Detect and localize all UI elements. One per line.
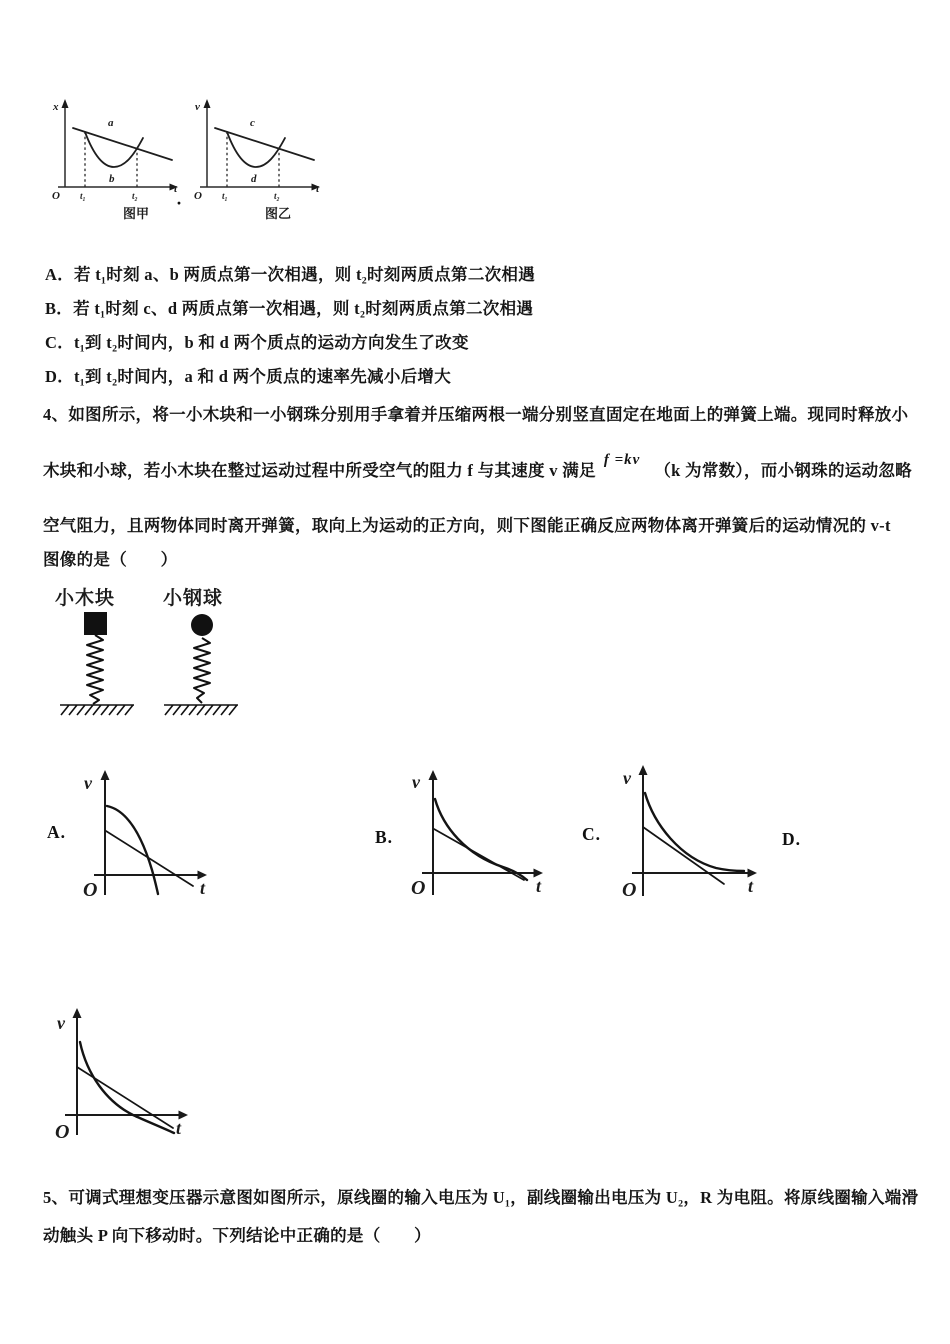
spring-diagram [52, 583, 252, 725]
option-b: B．若 t₁时刻 c、d 两质点第一次相遇，则 t₂时刻两质点第二次相遇 [45, 299, 534, 318]
y-axis-arrow-icon [73, 1008, 82, 1018]
q4-line2 [43, 452, 912, 481]
graph-b-label: B. [375, 827, 394, 847]
ground-right [164, 705, 238, 715]
graph-a-label: A. [47, 822, 67, 842]
q4-line2-pre: 木块和小球，若小木块在整过运动过程中所受空气的阻力 f 与其速度 v 满足 [43, 461, 596, 480]
graph-d-label: D. [782, 829, 802, 849]
q4-line3: 空气阻力，且两物体同时离开弹簧，取向上为运动的正方向，则下图能正确反应两物体离开弹簧后的运动情况的 v-t [43, 516, 891, 535]
axes [58, 105, 172, 187]
v-label: v [84, 773, 92, 793]
q4-line1: 4、如图所示，将一小木块和一小钢珠分别用手拿着并压缩两根一端分别竖直固定在地面上的弹簧上端。现同时释放小 [43, 405, 909, 424]
line-c [215, 128, 314, 160]
y-axis-arrow-icon [639, 765, 648, 775]
block-label: 小木块 [55, 588, 116, 609]
option-c: C．t₁到 t₂时间内，b 和 d 两个质点的运动方向发生了改变 [45, 333, 469, 352]
option-d: D．t₁到 t₂时间内，a 和 d 两个质点的速率先减小后增大 [45, 367, 452, 386]
t-label: t [536, 876, 542, 896]
line-wood-block [106, 831, 193, 886]
axes [65, 1015, 181, 1135]
axes [632, 772, 750, 896]
separator-dot: · [176, 193, 183, 213]
origin-label: O [55, 1121, 70, 1143]
figure-yi-vt-graph [192, 95, 327, 225]
t1-tick: t₁ [80, 191, 86, 201]
y-axis-label: x [53, 101, 59, 113]
curve-b [85, 132, 143, 167]
y-axis-arrow-icon [429, 770, 438, 780]
axes [94, 777, 200, 895]
caption-jia: 图甲 [122, 206, 150, 221]
curve-d-label: d [251, 173, 257, 185]
option-a: A．若 t₁时刻 a、b 两质点第一次相遇，则 t₂时刻两质点第二次相遇 [45, 265, 536, 284]
line-wood-block [77, 1067, 173, 1128]
q5-line2: 动触头 P 向下移动时。下列结论中正确的是（ ） [43, 1226, 431, 1245]
y-axis-label: v [195, 101, 200, 113]
line-wood-block [643, 827, 724, 884]
line-c-label: c [250, 117, 255, 129]
curve-b-label: b [109, 173, 115, 185]
t-label: t [200, 878, 206, 898]
curve-steel-ball [645, 793, 744, 871]
q4-formula: f =kv [603, 452, 641, 468]
t1-tick: t₁ [222, 191, 228, 201]
t2-tick: t₂ [132, 191, 138, 201]
line-a-label: a [108, 117, 114, 129]
t2-tick: t₂ [274, 191, 280, 201]
caption-yi: 图乙 [264, 206, 292, 221]
y-axis-arrow-icon [62, 99, 69, 108]
curve-d [227, 132, 285, 167]
ball-label: 小钢球 [163, 588, 224, 609]
curve-steel-ball [107, 806, 158, 894]
graph-b-vt [410, 765, 550, 915]
t-axis-label: t [174, 183, 178, 195]
steel-ball [191, 614, 213, 636]
axes [200, 105, 314, 187]
origin-label: O [411, 877, 426, 899]
graph-c-vt [620, 758, 765, 918]
t-axis-label: t [316, 183, 320, 195]
origin-label: O [83, 879, 98, 901]
v-label: v [412, 772, 420, 792]
graph-c-label: C. [582, 824, 602, 844]
y-axis-arrow-icon [204, 99, 211, 108]
spring-left [87, 635, 103, 704]
figure-jia-xt-graph [50, 95, 185, 225]
t-label: t [176, 1118, 182, 1138]
curve-steel-ball [435, 799, 527, 880]
ground-left [60, 705, 134, 715]
origin-label: O [52, 190, 60, 202]
wood-block [84, 612, 107, 635]
spring-right [194, 638, 210, 703]
origin-label: O [194, 190, 202, 202]
y-axis-arrow-icon [101, 770, 110, 780]
graph-d-vt [45, 1003, 193, 1161]
graph-a-vt [80, 765, 215, 915]
v-label: v [623, 768, 631, 788]
q4-line2-post: （k 为常数），而小钢珠的运动忽略 [654, 461, 912, 480]
line-a [73, 128, 172, 160]
t-label: t [748, 876, 754, 896]
q4-line4: 图像的是（ ） [43, 550, 178, 569]
origin-label: O [622, 879, 637, 901]
v-label: v [57, 1013, 65, 1033]
q5-line1: 5、可调式理想变压器示意图如图所示，原线圈的输入电压为 U₁，副线圈输出电压为 U₂，R 为电阻。将原线圈输入端滑 [43, 1188, 919, 1207]
